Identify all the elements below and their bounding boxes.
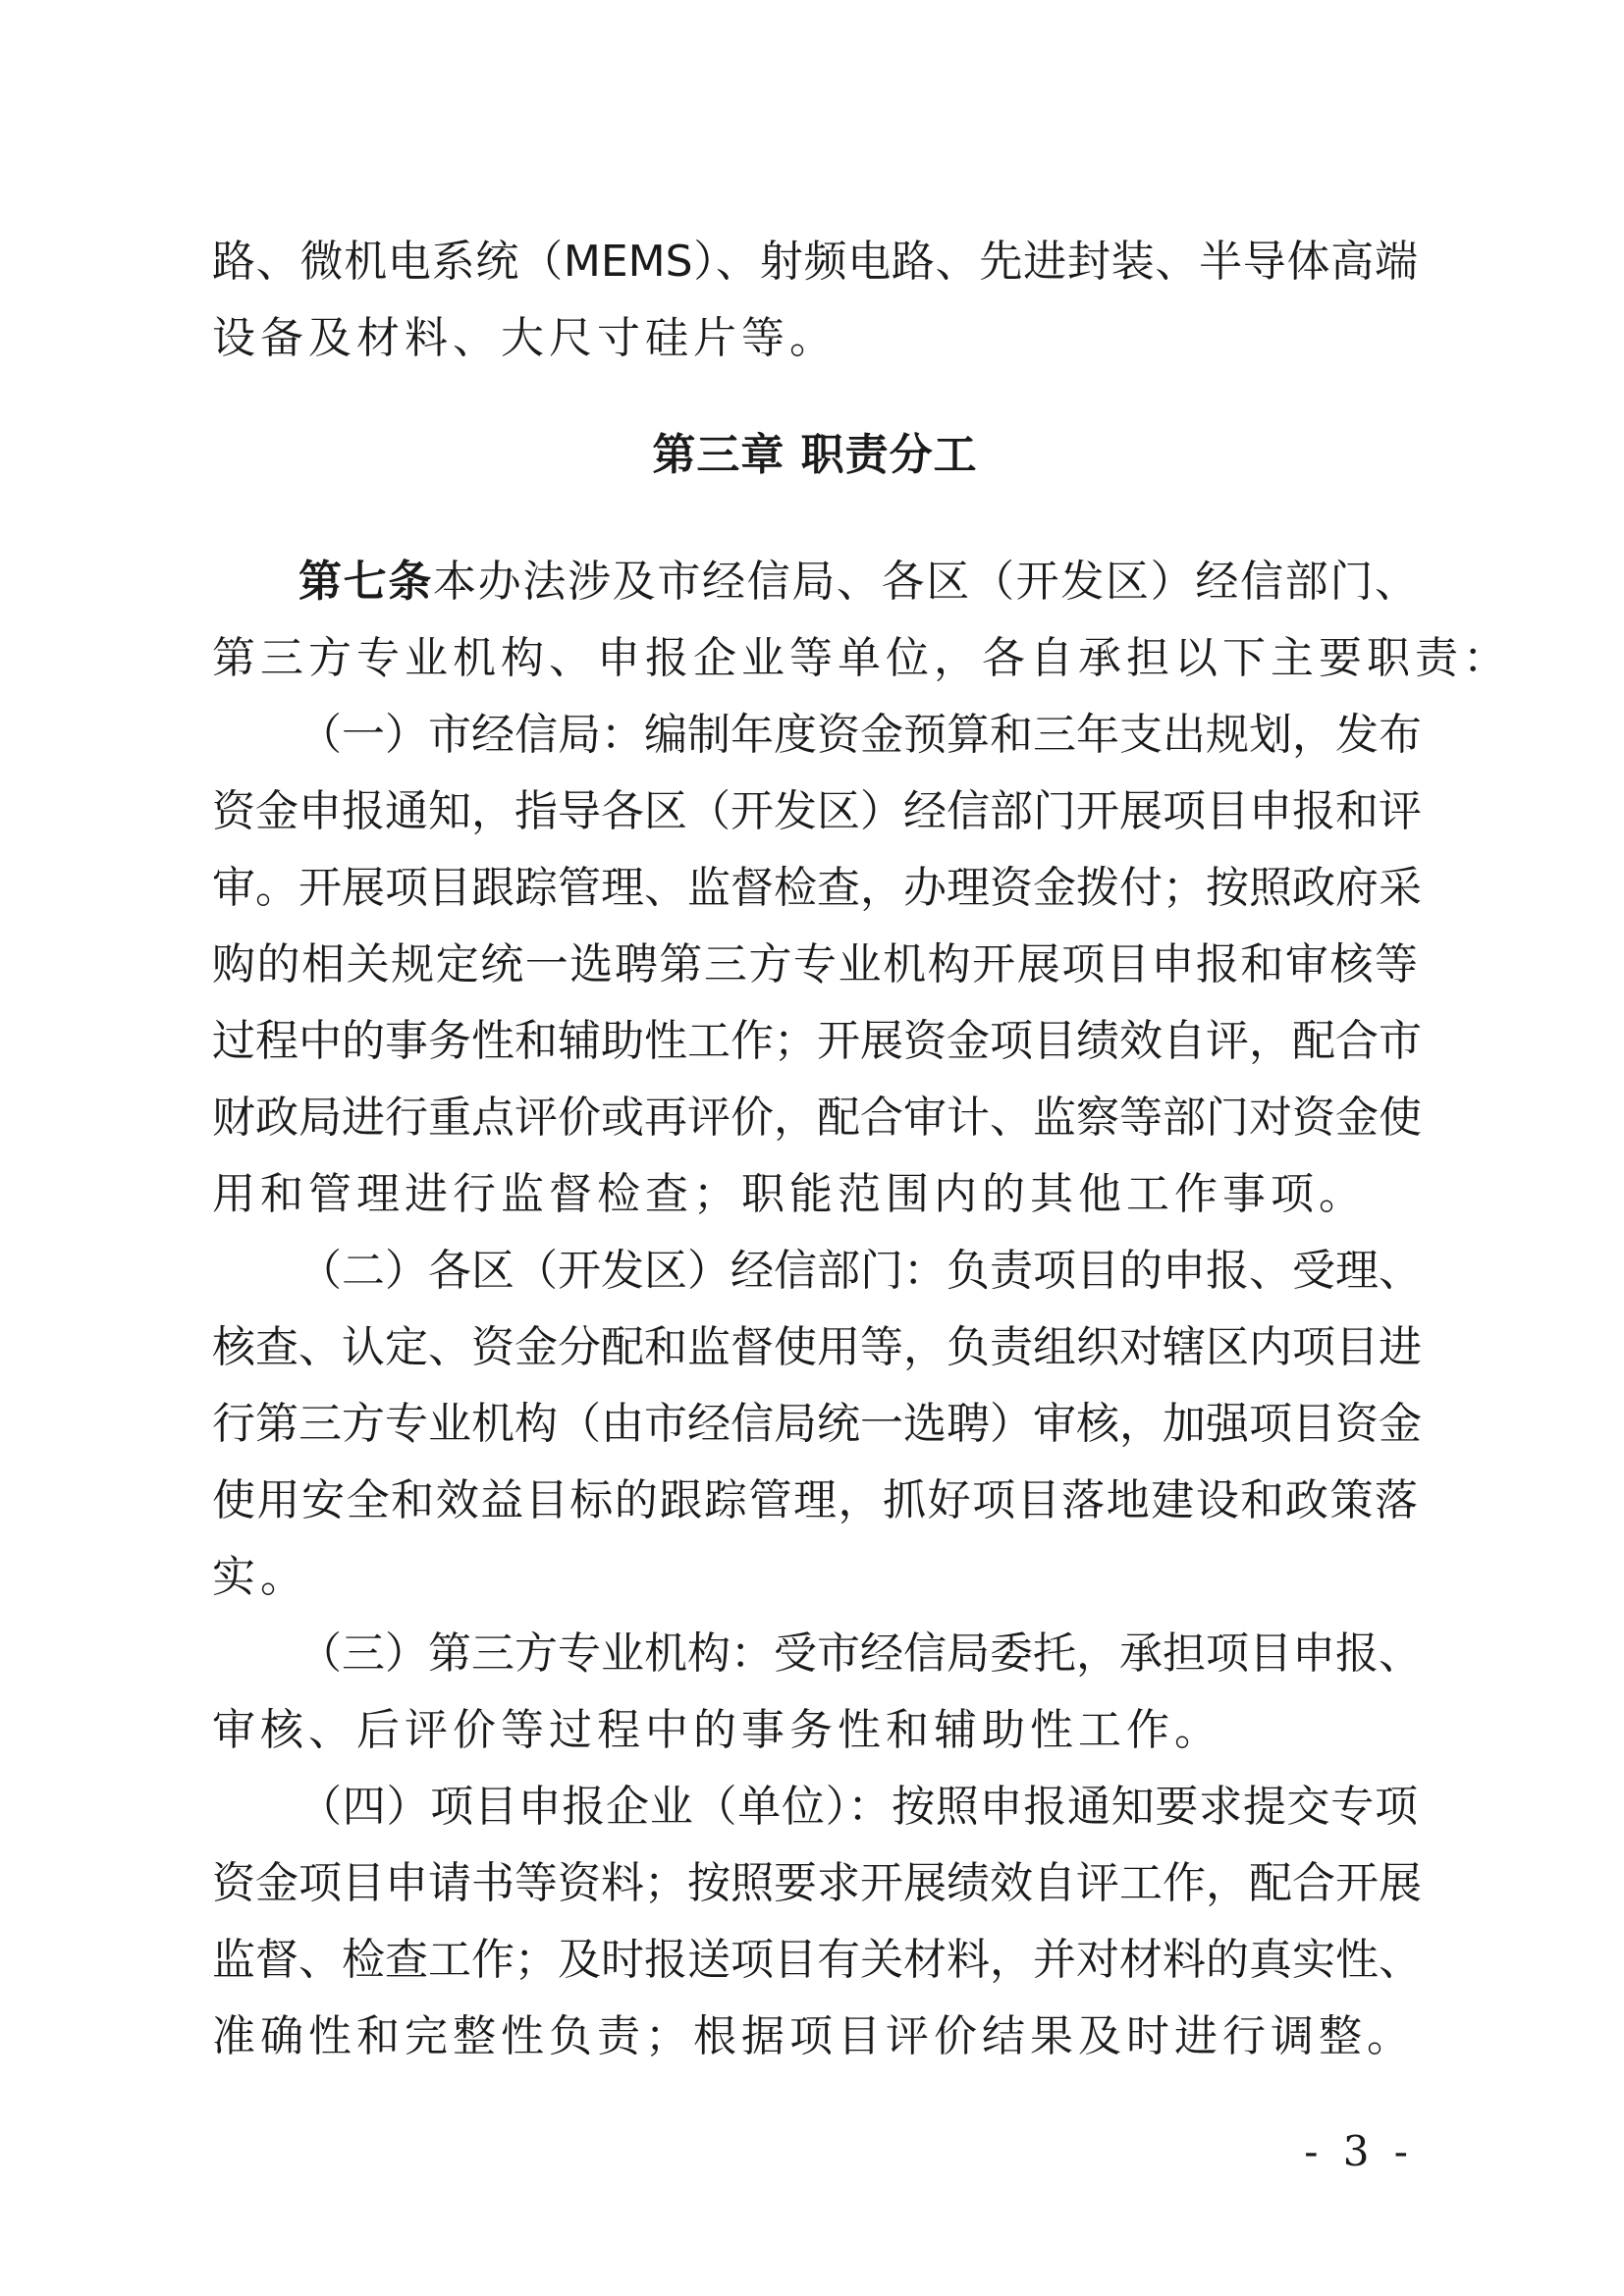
article-label: 第七条 — [298, 557, 433, 607]
item3-line-1: （三）第三方专业机构：受市经信局委托，承担项目申报、 — [298, 1629, 1422, 1679]
item4-line-2: 资金项目申请书等资料；按照要求开展绩效自评工作，配合开展 — [212, 1858, 1422, 1908]
item3-line-2: 审核、后评价等过程中的事务性和辅助性工作。 — [212, 1705, 1222, 1755]
document-body — [212, 224, 1511, 2075]
intro-line-2: 设备及材料、大尺寸硅片等。 — [212, 313, 838, 363]
article-seven-text: 本办法涉及市经信局、各区（开发区）经信部门、 — [433, 557, 1418, 607]
item2-line-2: 核查、认定、资金分配和监督使用等，负责组织对辖区内项目进 — [212, 1322, 1422, 1372]
item1-line-1: （一）市经信局：编制年度资金预算和三年支出规划，发布 — [298, 710, 1422, 760]
chapter-title: 第三章 职责分工 — [652, 430, 978, 480]
item2-line-4: 使用安全和效益目标的跟踪管理，抓好项目落地建设和政策落 — [212, 1475, 1418, 1525]
item1-line-2: 资金申报通知，指导各区（开发区）经信部门开展项目申报和评 — [212, 786, 1422, 836]
item4-line-3: 监督、检查工作；及时报送项目有关材料，并对材料的真实性、 — [212, 1935, 1422, 1985]
item4-line-4: 准确性和完整性负责；根据项目评价结果及时进行调整。 — [212, 2011, 1415, 2061]
page-number: - 3 - — [1304, 2127, 1414, 2175]
item1-line-6: 财政局进行重点评价或再评价，配合审计、监察等部门对资金使 — [212, 1093, 1422, 1143]
item4-line-1: （四）项目申报企业（单位）：按照申报通知要求提交专项 — [298, 1782, 1418, 1832]
item1-line-5: 过程中的事务性和辅助性工作；开展资金项目绩效自评，配合市 — [212, 1016, 1422, 1066]
article-seven-line-2: 第三方专业机构、申报企业等单位，各自承担以下主要职责： — [212, 633, 1511, 683]
item1-line-4: 购的相关规定统一选聘第三方专业机构开展项目申报和审核等 — [212, 939, 1418, 989]
article-seven-line-1 — [212, 544, 1418, 620]
item1-line-3: 审。开展项目跟踪管理、监督检查，办理资金拨付；按照政府采 — [212, 863, 1422, 913]
item2-line-3: 行第三方专业机构（由市经信局统一选聘）审核，加强项目资金 — [212, 1399, 1422, 1449]
item2-line-1: （二）各区（开发区）经信部门：负责项目的申报、受理、 — [298, 1246, 1422, 1296]
item1-line-7: 用和管理进行监督检查；职能范围内的其他工作事项。 — [212, 1169, 1367, 1219]
intro-line-1: 路、微机电系统（MEMS）、射频电路、先进封装、半导体高端 — [212, 237, 1418, 287]
item2-line-5: 实。 — [212, 1552, 308, 1602]
